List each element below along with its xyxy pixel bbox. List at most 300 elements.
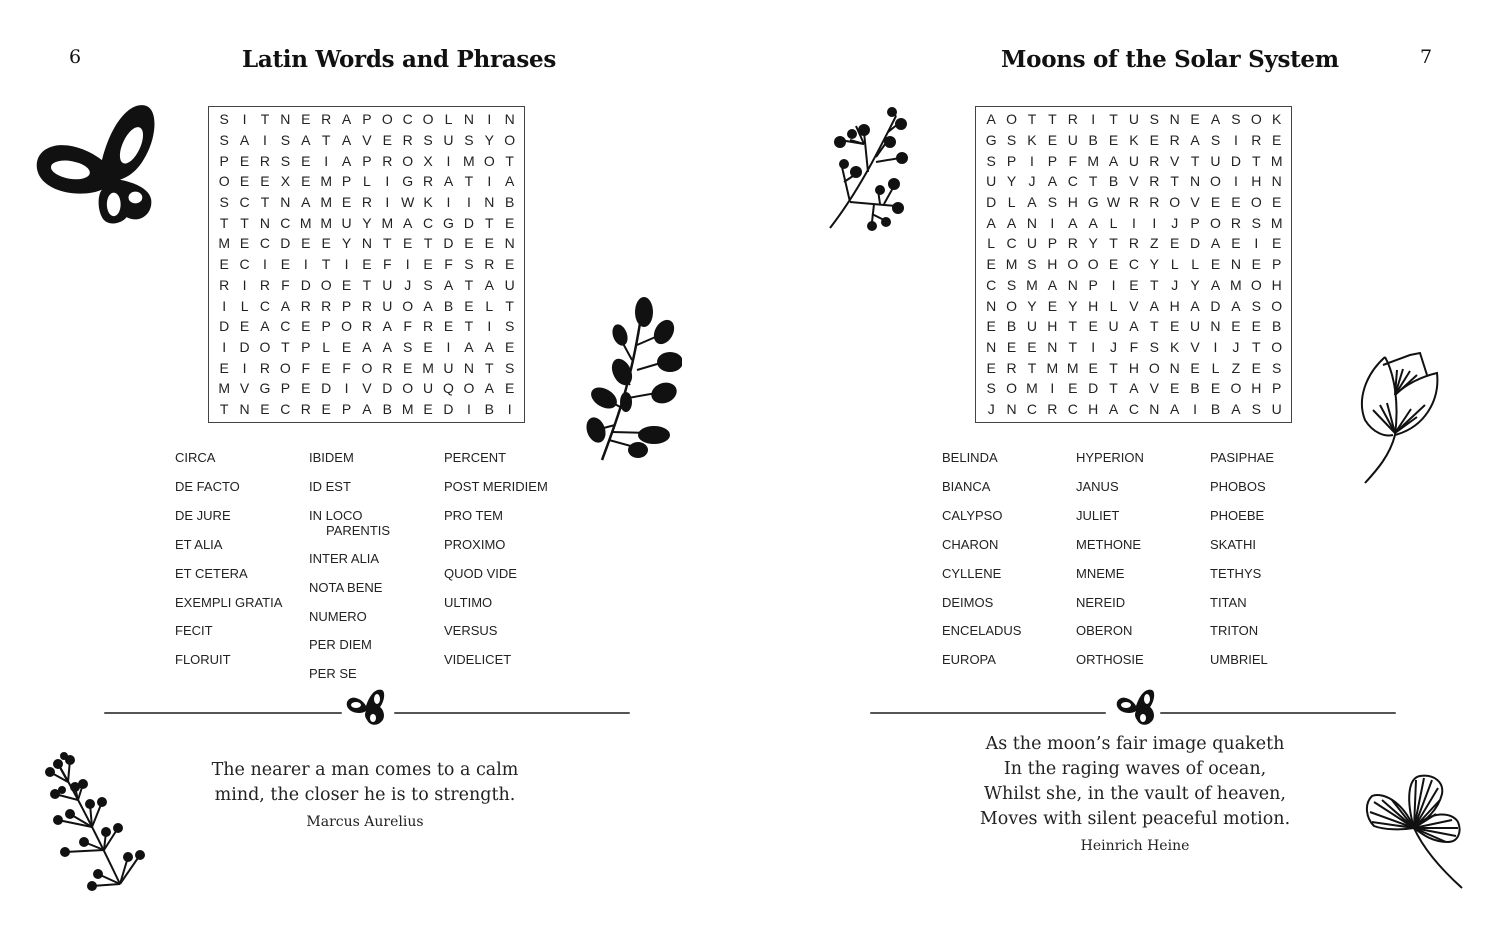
word-search-grid (208, 106, 525, 423)
grid-letter: P (1271, 256, 1282, 273)
section-divider (870, 686, 1400, 726)
grid-letter: T (1088, 173, 1098, 190)
grid-letter: F (383, 256, 392, 273)
grid-letter: O (1006, 111, 1018, 128)
grid-letter: R (259, 276, 271, 293)
grid-letter: Y (1190, 276, 1200, 293)
word-item: CIRCA (175, 450, 216, 465)
grid-letter: K (1271, 111, 1282, 128)
grid-letter: P (1006, 152, 1017, 169)
grid-letter: A (1231, 297, 1241, 314)
word-item: PHOBOS (1210, 478, 1266, 494)
grid-letter: E (239, 152, 250, 169)
grid-letter: Y (484, 132, 494, 149)
grid-letter: D (239, 338, 250, 355)
grid-letter: R (1169, 132, 1180, 149)
grid-letter: A (1108, 400, 1119, 417)
grid-letter: O (279, 359, 291, 376)
grid-letter: U (504, 276, 515, 293)
grid-letter: O (1067, 256, 1079, 273)
grid-letter: I (466, 194, 471, 211)
word-item: ENCELADUS (942, 623, 1022, 639)
grid-row (981, 316, 1287, 337)
grid-letter: I (487, 173, 492, 190)
grid-letter: N (1149, 400, 1160, 417)
grid-letter: S (1027, 256, 1037, 273)
grid-letter: U (1128, 152, 1139, 169)
grid-letter: J (1232, 338, 1240, 355)
grid-letter: A (1047, 276, 1058, 293)
grid-letter: N (986, 338, 997, 355)
grid-letter: E (986, 359, 996, 376)
grid-row (981, 337, 1287, 358)
grid-letter: E (1251, 359, 1261, 376)
grid-letter: B (1190, 380, 1200, 397)
grid-letter: T (1109, 359, 1118, 376)
grid-letter: T (464, 318, 474, 335)
word-item: JULIET (1076, 507, 1120, 523)
grid-letter: C (259, 235, 271, 252)
grid-letter: E (1271, 235, 1282, 252)
grid-letter: D (300, 276, 311, 293)
grid-row (214, 233, 520, 254)
grid-letter: A (362, 400, 372, 417)
grid-letter: C (1067, 173, 1078, 190)
grid-letter: P (219, 152, 229, 169)
word-item: PER SE (309, 666, 357, 682)
grid-letter: E (219, 359, 229, 376)
grid-letter: M (1066, 359, 1079, 376)
grid-letter: B (443, 297, 454, 314)
grid-letter: I (405, 256, 410, 273)
grid-letter: O (402, 297, 414, 314)
grid-letter: O (483, 152, 495, 169)
grid-letter: E (1231, 194, 1241, 211)
word-item: PARENTIS (326, 522, 391, 538)
grid-letter: E (484, 235, 494, 252)
grid-row (214, 171, 520, 192)
grid-letter: N (1169, 111, 1180, 128)
grid-letter: S (1271, 359, 1282, 376)
grid-letter: J (987, 400, 995, 417)
word-item: PROXIMO (444, 536, 506, 552)
word-item: IBIDEM (309, 450, 354, 465)
grid-letter: E (464, 235, 474, 252)
grid-letter: P (362, 152, 372, 169)
grid-letter: I (1111, 276, 1116, 293)
grid-letter: I (487, 318, 492, 335)
grid-letter: E (341, 194, 352, 211)
grid-letter: N (484, 194, 495, 211)
grid-letter: I (385, 194, 390, 211)
grid-letter: E (301, 235, 311, 252)
grid-letter: I (344, 256, 349, 273)
grid-letter: D (280, 235, 291, 252)
berry-sprig-icon (40, 752, 145, 892)
divider-butterfly-icon (1114, 686, 1158, 730)
grid-letter: C (1128, 256, 1139, 273)
grid-letter: F (281, 276, 290, 293)
grid-letter: U (986, 173, 997, 190)
grid-letter: I (385, 173, 390, 190)
grid-row (214, 150, 520, 171)
grid-letter: T (1109, 235, 1118, 252)
grid-letter: A (464, 338, 474, 355)
grid-letter: U (443, 132, 454, 149)
grid-letter: G (402, 173, 414, 190)
grid-letter: G (1087, 194, 1099, 211)
grid-letter: S (219, 111, 229, 128)
grid-letter: E (1088, 318, 1098, 335)
grid-letter: U (1128, 111, 1139, 128)
grid-letter: Z (1231, 359, 1241, 376)
grid-letter: S (423, 276, 433, 293)
grid-letter: M (1230, 276, 1242, 293)
word-item: BIANCA (942, 478, 991, 494)
grid-letter: S (464, 256, 474, 273)
grid-letter: C (1067, 400, 1078, 417)
grid-letter: T (505, 297, 514, 314)
grid-letter: A (443, 173, 454, 190)
grid-letter: N (1006, 400, 1017, 417)
grid-letter: V (239, 380, 250, 397)
grid-row (981, 233, 1287, 254)
word-item: TITAN (1210, 594, 1247, 610)
grid-letter: N (280, 194, 291, 211)
grid-letter: R (321, 111, 332, 128)
grid-letter: E (1271, 132, 1282, 149)
grid-letter: S (423, 132, 433, 149)
grid-letter: M (320, 173, 332, 190)
grid-letter: I (1233, 132, 1238, 149)
word-item: JANUS (1076, 478, 1119, 494)
grid-letter: P (1047, 235, 1058, 252)
leaf-branch-icon (582, 290, 682, 465)
grid-row (981, 295, 1287, 316)
page-number: 6 (69, 46, 82, 68)
grid-letter: O (381, 111, 393, 128)
grid-letter: A (484, 276, 494, 293)
grid-row (981, 399, 1287, 420)
word-item: PHOEBE (1210, 507, 1265, 523)
grid-letter: T (1109, 380, 1118, 397)
grid-letter: A (1068, 214, 1078, 231)
quote-block (200, 758, 530, 830)
grid-letter: T (240, 214, 249, 231)
grid-letter: T (1251, 338, 1261, 355)
grid-letter: E (1108, 132, 1119, 149)
grid-row (214, 316, 520, 337)
grid-letter: D (443, 235, 454, 252)
grid-row (214, 399, 520, 420)
grid-letter: P (1047, 152, 1058, 169)
grid-letter: E (464, 297, 474, 314)
grid-letter: R (1128, 235, 1139, 252)
word-item: PERCENT (444, 450, 507, 465)
grid-letter: A (341, 132, 352, 149)
word-item: TETHYS (1210, 565, 1262, 581)
grid-letter: U (341, 214, 352, 231)
grid-letter: D (1190, 235, 1201, 252)
grid-letter: O (1006, 297, 1018, 314)
grid-letter: F (342, 359, 351, 376)
grid-letter: N (1047, 338, 1058, 355)
grid-letter: W (401, 194, 415, 211)
grid-letter: A (1088, 214, 1098, 231)
grid-letter: A (1108, 152, 1119, 169)
grid-letter: A (1047, 173, 1058, 190)
quote-line: The nearer a man comes to a calm (211, 760, 519, 780)
grid-letter: T (464, 276, 474, 293)
grid-letter: O (361, 359, 373, 376)
grid-letter: Y (1088, 235, 1098, 252)
grid-letter: F (301, 359, 311, 376)
grid-letter: M (1087, 152, 1099, 169)
grid-letter: E (1047, 297, 1058, 314)
grid-letter: S (1251, 297, 1261, 314)
grid-letter: O (1087, 256, 1099, 273)
grid-letter: R (1067, 111, 1078, 128)
grid-letter: E (1271, 194, 1282, 211)
grid-letter: S (1251, 400, 1261, 417)
grid-letter: E (301, 318, 311, 335)
grid-letter: I (487, 111, 492, 128)
grid-letter: M (1005, 256, 1018, 273)
grid-letter: N (280, 111, 291, 128)
grid-letter: A (986, 111, 996, 128)
grid-letter: Y (1068, 297, 1078, 314)
grid-letter: U (1210, 152, 1221, 169)
grid-letter: S (1231, 111, 1241, 128)
grid-letter: A (1129, 380, 1139, 397)
grid-letter: L (987, 235, 996, 252)
grid-letter: V (362, 132, 372, 149)
grid-letter: D (1088, 380, 1099, 397)
grid-letter: S (280, 152, 291, 169)
grid-letter: M (218, 380, 231, 397)
grid-letter: R (1149, 152, 1160, 169)
grid-letter: D (463, 214, 474, 231)
grid-letter: H (1271, 276, 1282, 293)
grid-letter: R (484, 256, 495, 273)
grid-letter: M (422, 359, 434, 376)
grid-letter: V (1170, 152, 1180, 169)
grid-letter: S (219, 132, 229, 149)
grid-letter: I (1050, 380, 1055, 397)
grid-letter: A (1129, 318, 1139, 335)
grid-row (981, 275, 1287, 296)
grid-letter: T (1190, 152, 1200, 169)
grid-letter: M (1046, 359, 1059, 376)
grid-letter: R (361, 318, 372, 335)
grid-letter: P (341, 297, 352, 314)
grid-letter: E (260, 173, 270, 190)
grid-letter: U (1108, 318, 1119, 335)
grid-letter: N (463, 111, 474, 128)
grid-letter: E (423, 256, 433, 273)
grid-letter: A (423, 297, 433, 314)
grid-letter: E (1170, 235, 1180, 252)
grid-letter: B (1006, 318, 1017, 335)
grid-letter: T (1027, 111, 1037, 128)
quote-block (970, 732, 1300, 854)
grid-letter: A (239, 132, 250, 149)
grid-letter: L (1211, 359, 1220, 376)
grid-letter: N (1190, 173, 1201, 190)
grid-letter: O (1271, 297, 1283, 314)
grid-letter: O (1250, 276, 1262, 293)
grid-letter: B (1108, 173, 1119, 190)
grid-letter: A (280, 297, 291, 314)
grid-row (981, 109, 1287, 130)
grid-letter: R (423, 173, 434, 190)
grid-letter: M (1026, 276, 1038, 293)
grid-letter: S (1006, 276, 1017, 293)
grid-letter: D (1230, 152, 1241, 169)
quote-author: Heinrich Heine (1080, 838, 1190, 854)
grid-letter: S (1149, 111, 1159, 128)
grid-letter: S (1210, 132, 1221, 149)
grid-letter: A (1190, 132, 1200, 149)
grid-letter: O (259, 338, 271, 355)
word-item: DEIMOS (942, 594, 994, 610)
grid-letter: P (301, 338, 311, 355)
grid-letter: E (403, 235, 413, 252)
grid-letter: H (1088, 297, 1099, 314)
grid-letter: C (986, 276, 997, 293)
grid-letter: R (1230, 214, 1241, 231)
grid-letter: R (300, 400, 311, 417)
divider-butterfly-icon (344, 686, 388, 730)
grid-letter: A (403, 214, 413, 231)
grid-letter: I (446, 194, 451, 211)
word-item: VERSUS (444, 623, 498, 639)
grid-letter: R (259, 359, 271, 376)
grid-letter: T (219, 214, 229, 231)
word-item: CYLLENE (942, 565, 1002, 581)
word-item: FLORUIT (175, 652, 231, 668)
grid-letter: R (1149, 173, 1160, 190)
grid-letter: R (361, 297, 372, 314)
grid-letter: L (1170, 256, 1179, 273)
grid-row (981, 378, 1287, 399)
quote-line: As the moon’s fair image quaketh (985, 734, 1285, 754)
grid-letter: U (423, 380, 434, 397)
grid-letter: P (1088, 276, 1098, 293)
grid-letter: C (1006, 235, 1017, 252)
grid-letter: I (324, 152, 329, 169)
grid-letter: M (320, 214, 332, 231)
grid-letter: C (423, 214, 434, 231)
word-item: HYPERION (1076, 450, 1144, 465)
grid-letter: O (422, 111, 434, 128)
word-item: QUOD VIDE (444, 565, 517, 581)
grid-letter: A (1210, 111, 1221, 128)
grid-letter: E (1251, 256, 1261, 273)
grid-letter: P (341, 173, 352, 190)
grid-letter: V (1149, 380, 1159, 397)
grid-letter: E (321, 400, 331, 417)
grid-letter: J (1028, 173, 1036, 190)
word-item: PASIPHAE (1210, 450, 1275, 465)
grid-letter: G (443, 214, 454, 231)
word-item: TRITON (1210, 623, 1259, 639)
grid-letter: I (263, 132, 267, 149)
grid-letter: D (382, 380, 393, 397)
grid-letter: A (1170, 400, 1180, 417)
word-item: ULTIMO (444, 594, 493, 610)
grid-row (214, 337, 520, 358)
grid-letter: S (464, 132, 474, 149)
grid-letter: C (259, 297, 271, 314)
grid-letter: R (382, 152, 393, 169)
grid-letter: T (484, 359, 494, 376)
grid-letter: O (1169, 194, 1181, 211)
grid-letter: H (1067, 194, 1078, 211)
grid-letter: E (423, 338, 433, 355)
grid-letter: B (1210, 400, 1221, 417)
page-number: 7 (1420, 46, 1433, 68)
grid-letter: M (401, 400, 414, 417)
grid-letter: A (986, 214, 996, 231)
grid-letter: M (1270, 152, 1283, 169)
grid-letter: A (504, 173, 515, 190)
berry-branch-icon (828, 102, 910, 232)
grid-letter: P (280, 380, 291, 397)
grid-row (214, 254, 520, 275)
grid-letter: U (1067, 132, 1078, 149)
grid-letter: I (1193, 400, 1198, 417)
grid-letter: G (985, 132, 997, 149)
grid-letter: L (485, 297, 494, 314)
grid-letter: E (321, 235, 331, 252)
grid-row (214, 357, 520, 378)
grid-letter: I (242, 276, 247, 293)
grid-letter: E (1231, 318, 1241, 335)
grid-letter: P (1271, 380, 1282, 397)
grid-letter: L (1109, 214, 1118, 231)
grid-letter: H (1047, 256, 1058, 273)
grid-letter: N (1169, 359, 1180, 376)
grid-letter: T (1109, 111, 1118, 128)
grid-letter: Y (1006, 173, 1017, 190)
grid-letter: P (1190, 214, 1200, 231)
grid-letter: R (1149, 194, 1160, 211)
grid-letter: U (382, 276, 393, 293)
grid-letter: F (403, 318, 412, 335)
grid-letter: N (504, 111, 515, 128)
grid-letter: I (242, 359, 247, 376)
word-item: BELINDA (942, 450, 998, 465)
grid-row (981, 254, 1287, 275)
grid-letter: E (1108, 256, 1119, 273)
grid-letter: K (423, 194, 433, 211)
grid-letter: D (443, 400, 454, 417)
grid-letter: F (1129, 338, 1139, 355)
quote-line: Moves with silent peaceful motion. (979, 809, 1291, 829)
grid-letter: K (1170, 338, 1180, 355)
grid-letter: A (1210, 276, 1221, 293)
grid-letter: R (259, 152, 271, 169)
grid-letter: E (423, 400, 433, 417)
grid-letter: H (1251, 173, 1262, 190)
grid-letter: A (382, 338, 392, 355)
word-item: UMBRIEL (1210, 652, 1268, 668)
grid-letter: O (218, 173, 230, 190)
grid-letter: I (1233, 173, 1238, 190)
grid-letter: M (1270, 214, 1283, 231)
grid-letter: V (1129, 297, 1139, 314)
